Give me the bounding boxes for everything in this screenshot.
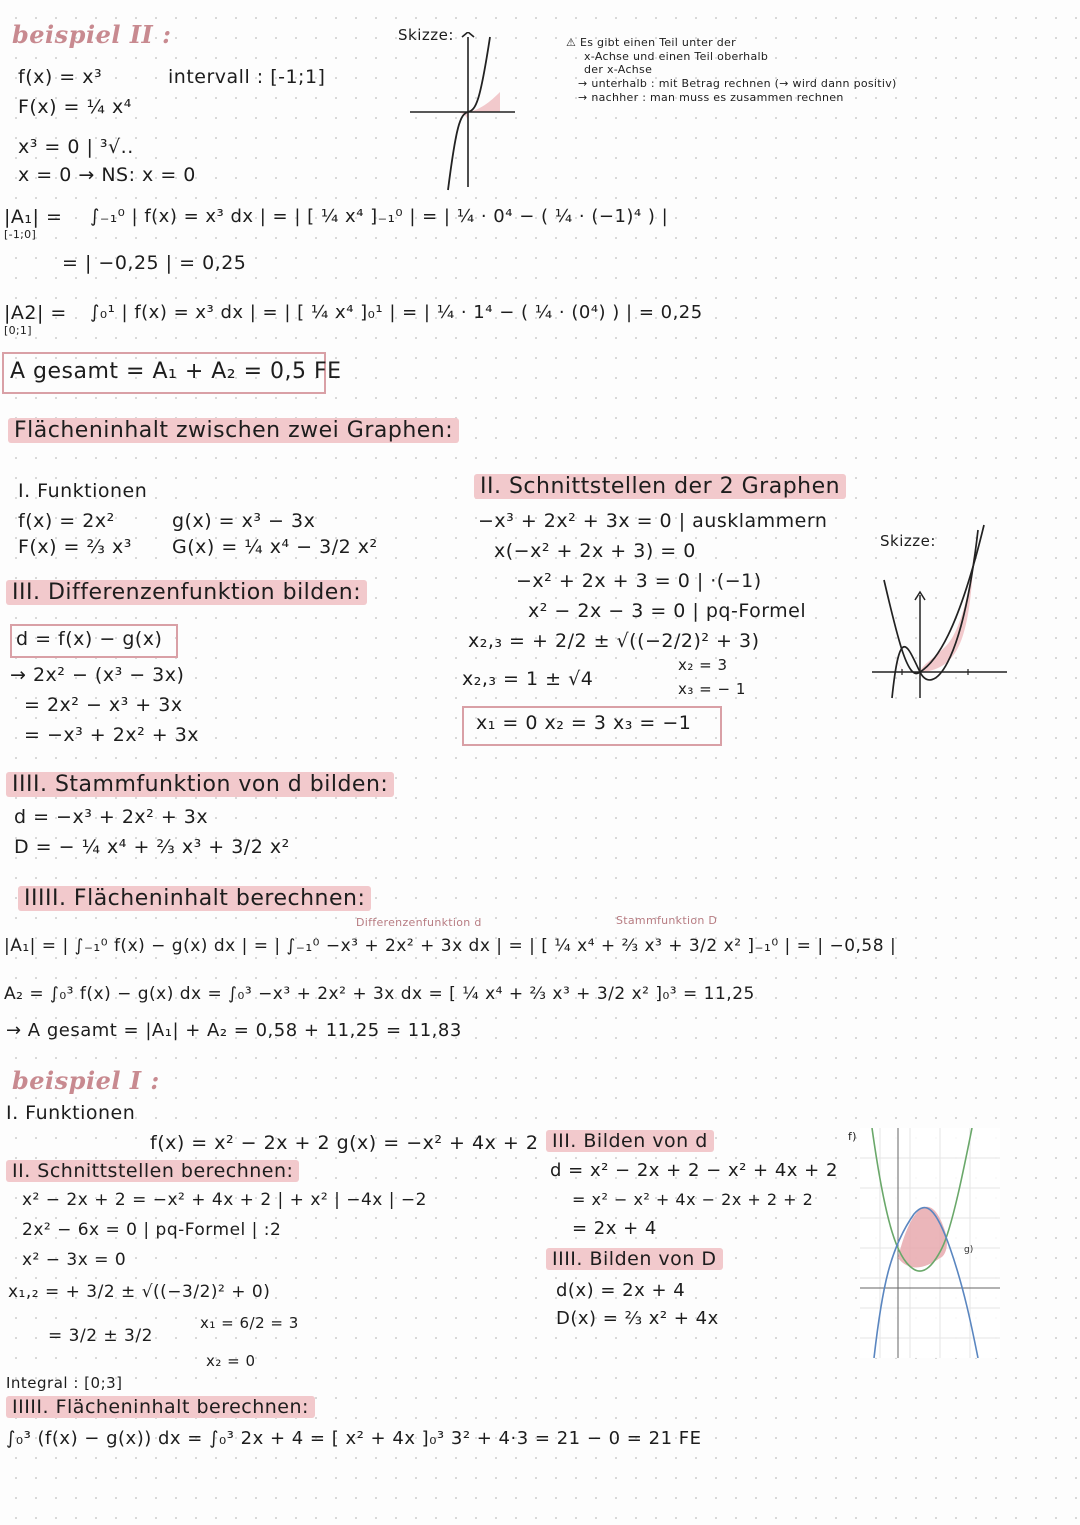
section-title [8, 418, 459, 443]
root-x3: x₃ = − 1 [678, 680, 746, 698]
step-3-heading-ex1 [546, 1130, 714, 1152]
function-f: f(x) = x³ [18, 66, 103, 88]
antiderivative-G: G(x) = ¼ x⁴ − 3/2 x² [172, 536, 378, 558]
intersection-step-3: −x² + 2x + 3 = 0 | ·(−1) [516, 570, 762, 592]
cubic-sketch [410, 32, 520, 192]
integral-interval: Integral : [0;3] [6, 1374, 123, 1392]
antiderivative-F: F(x) = ⅔ x³ [18, 536, 132, 558]
step-5-heading-ex1-text: IIIII. Flächeninhalt berechnen: [6, 1396, 315, 1418]
roots: x₁ = 0 x₂ = 3 x₃ = −1 [476, 712, 692, 734]
step-2-heading-ex1 [6, 1160, 299, 1182]
difference-ex1-3: = 2x + 4 [572, 1218, 657, 1239]
equation-3: x² − 3x = 0 [22, 1250, 127, 1270]
difference-step-1: → 2x² − (x³ − 3x) [10, 664, 185, 686]
note-line-4: → unterhalb : mit Betrag rechnen (→ wird dann positiv) [578, 77, 897, 90]
difference-definition: d = f(x) − g(x) [16, 628, 163, 650]
zero-point: x = 0 → NS: x = 0 [18, 164, 196, 186]
interval: intervall : [-1;1] [168, 66, 326, 88]
a1-interval: [-1;0] [4, 228, 37, 241]
step-4-heading-text: IIII. Stammfunktion von d bilden: [6, 772, 394, 797]
function-D-ex1: D(x) = ⅔ x² + 4x [556, 1308, 719, 1329]
step-3-heading-ex1-text: III. Bilden von d [546, 1130, 714, 1152]
equation-1: x² − 2x + 2 = −x² + 4x + 2 | + x² | −4x | −2 [22, 1190, 427, 1210]
function-f: f(x) = 2x² [18, 510, 115, 532]
note-line-3: der x-Achse [584, 63, 653, 76]
pq-formula: x₂,₃ = + 2/2 ± √((−2/2)² + 3) [468, 630, 760, 652]
step-1-heading: I. Funktionen [18, 480, 148, 502]
sketch-label-2: Skizze: [880, 532, 936, 550]
final-calculation: ∫₀³ (f(x) − g(x)) dx = ∫₀³ 2x + 4 = [ x² + 4x ]₀³ 3² + 4·3 = 21 − 0 = 21 FE [6, 1428, 702, 1449]
two-graphs-sketch [862, 520, 1012, 700]
pq-result-ex1: = 3/2 ± 3/2 [48, 1326, 153, 1346]
note-line-5: → nachher : man muss es zusammen rechnen [578, 91, 844, 104]
sketch-label: Skizze: [398, 26, 454, 44]
step-1-heading-ex1: I. Funktionen [6, 1102, 136, 1124]
example-2-title: beispiel II : [12, 20, 172, 49]
area-a2: A₂ = ∫₀³ f(x) − g(x) dx = ∫₀³ −x³ + 2x² + 3x dx = [ ¼ x⁴ + ⅔ x³ + 3/2 x² ]₀³ = 11,25 [4, 984, 755, 1004]
graph-label-f: f) [848, 1130, 857, 1143]
note-line-1: ⚠ Es gibt einen Teil unter der [566, 36, 736, 49]
total-area-2: → A gesamt = |A₁| + A₂ = 0,58 + 11,25 = 11,83 [6, 1020, 462, 1041]
equation-2: 2x² − 6x = 0 | pq-Formel | :2 [22, 1220, 282, 1240]
parabola-graph [860, 1128, 1000, 1358]
step-2-heading-ex1-text: II. Schnittstellen berechnen: [6, 1160, 299, 1182]
label-stammfunktion: Stammfunktion D [616, 914, 718, 927]
function-g: g(x) = x³ − 3x [172, 510, 316, 532]
root-equation: x³ = 0 | ³√.. [18, 136, 134, 158]
difference-function: d = −x³ + 2x² + 3x [14, 806, 209, 828]
function-d-ex1: d(x) = 2x + 4 [556, 1280, 686, 1301]
a2-expression: ∫₀¹ | f(x) = x³ dx | = | [ ¼ x⁴ ]₀¹ | = | ¼ · 1⁴ − ( ¼ · (0⁴) ) | = 0,25 [90, 302, 703, 323]
area-a1: |A₁| = | ∫₋₁⁰ f(x) − g(x) dx | = | ∫₋₁⁰ −x³ + 2x² + 3x dx | = | [ ¼ x⁴ + ⅔ x³ + 3/2 x² ]₋₁⁰ | = | −0,58 | [4, 936, 897, 956]
a2-interval: [0;1] [4, 324, 32, 337]
graph-label-g: g) [964, 1245, 974, 1255]
step-5-heading [18, 886, 371, 911]
intersection-step-2: x(−x² + 2x + 3) = 0 [494, 540, 696, 562]
intersection-step-4: x² − 2x − 3 = 0 | pq-Formel [528, 600, 807, 622]
pq-result: x₂,₃ = 1 ± √4 [462, 668, 594, 690]
step-2-heading [474, 474, 846, 499]
root-x2: x₂ = 3 [678, 656, 728, 674]
a1-result: = | −0,25 | = 0,25 [62, 252, 247, 274]
difference-step-3: = −x³ + 2x² + 3x [24, 724, 200, 746]
example-1-title: beispiel I : [12, 1066, 160, 1095]
step-3-heading [6, 580, 367, 605]
intersection-step-1: −x³ + 2x² + 3x = 0 | ausklammern [478, 510, 828, 532]
step-4-heading-ex1-text: IIII. Bilden von D [546, 1248, 723, 1270]
step-5-heading-text: IIIII. Flächeninhalt berechnen: [18, 886, 371, 911]
root-x2-ex1: x₂ = 0 [206, 1352, 256, 1370]
functions-f-g: f(x) = x² − 2x + 2 g(x) = −x² + 4x + 2 [150, 1132, 539, 1154]
difference-step-2: = 2x² − x³ + 3x [24, 694, 183, 716]
step-5-heading-ex1 [6, 1396, 315, 1418]
difference-ex1-2: = x² − x² + 4x − 2x + 2 + 2 [572, 1190, 814, 1209]
step-2-heading-text: II. Schnittstellen der 2 Graphen [474, 474, 846, 499]
step-4-heading [6, 772, 394, 797]
step-4-heading-ex1 [546, 1248, 723, 1270]
section-title-text: Flächeninhalt zwischen zwei Graphen: [8, 418, 459, 443]
label-difference-function: Differenzenfunktion d [356, 916, 482, 929]
pq-formula-ex1: x₁,₂ = + 3/2 ± √((−3/2)² + 0) [8, 1282, 271, 1302]
a2-label: |A2| = [4, 302, 67, 324]
root-x1-ex1: x₁ = 6/2 = 3 [200, 1314, 299, 1332]
step-3-heading-text: III. Differenzenfunktion bilden: [6, 580, 367, 605]
antiderivative-F: F(x) = ¼ x⁴ [18, 96, 132, 118]
stammfunktion-D: D = − ¼ x⁴ + ⅔ x³ + 3/2 x² [14, 836, 290, 858]
a1-expression: ∫₋₁⁰ | f(x) = x³ dx | = | [ ¼ x⁴ ]₋₁⁰ | = | ¼ · 0⁴ − ( ¼ · (−1)⁴ ) | [90, 206, 669, 227]
a1-label: |A₁| = [4, 206, 63, 228]
note-line-2: x-Achse und einen Teil oberhalb [584, 50, 769, 63]
total-area: A gesamt = A₁ + A₂ = 0,5 FE [10, 359, 342, 384]
difference-ex1-1: d = x² − 2x + 2 − x² + 4x + 2 [550, 1160, 838, 1181]
